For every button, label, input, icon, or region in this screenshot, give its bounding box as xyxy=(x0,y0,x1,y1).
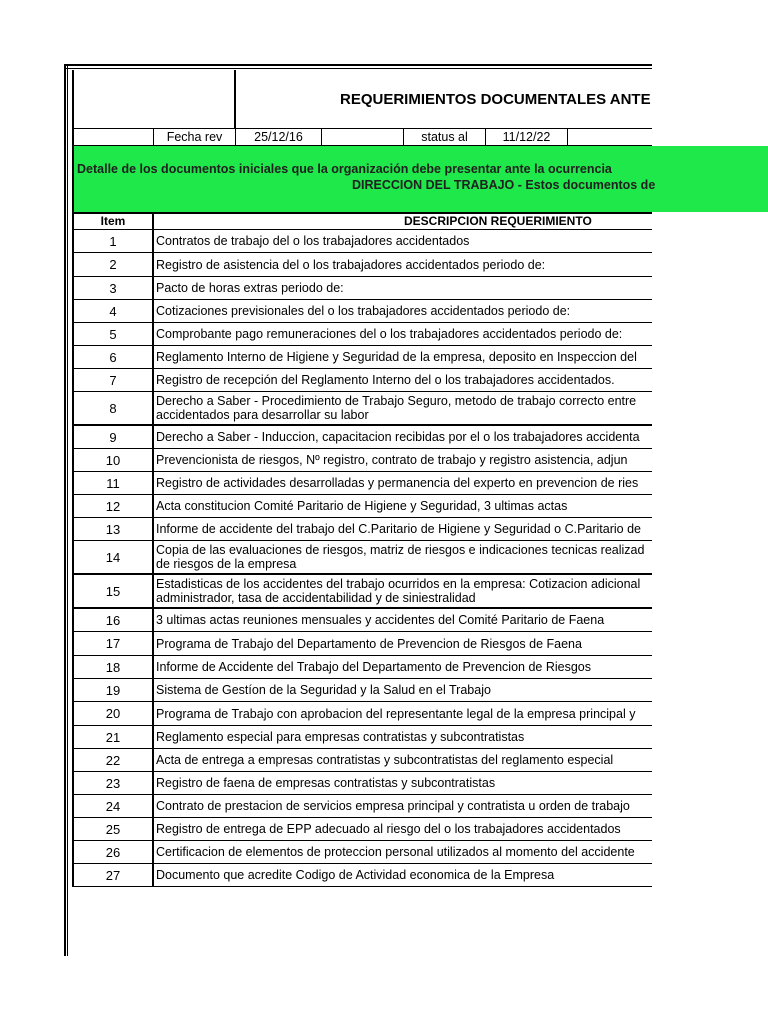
row-description: Registro de entrega de EPP adecuado al riesgo del o los trabajadores accidentados xyxy=(156,822,621,836)
row-item-number: 22 xyxy=(74,749,154,771)
table-row xyxy=(74,656,652,679)
row-description: Documento que acredite Codigo de Actividad economica de la Empresa xyxy=(156,868,555,882)
status-label: status al xyxy=(404,129,486,145)
table-row xyxy=(74,495,652,518)
row-description: Informe de Accidente del Trabajo del Departamento de Prevencion de Riesgos xyxy=(156,660,591,674)
item-column-header: Item xyxy=(74,214,154,230)
table-row xyxy=(74,818,652,841)
row-item-number: 3 xyxy=(74,277,154,299)
row-item-number: 13 xyxy=(74,518,154,540)
row-description: Acta constitucion Comité Paritario de Higiene y Seguridad, 3 ultimas actas xyxy=(156,499,568,513)
row-item-number: 8 xyxy=(74,392,154,424)
row-item-number: 15 xyxy=(74,575,154,607)
rev-date: 25/12/16 xyxy=(236,129,322,145)
table-row xyxy=(74,230,652,253)
row-item-number: 10 xyxy=(74,449,154,471)
row-item-number: 20 xyxy=(74,702,154,725)
row-description: Registro de recepción del Reglamento Interno del o los trabajadores accidentados. xyxy=(156,373,615,387)
banner-line-1: Detalle de los documentos iniciales que la organización debe presentar ante la ocurrencia xyxy=(77,162,612,176)
row-item-number: 19 xyxy=(74,679,154,701)
page-title: REQUERIMIENTOS DOCUMENTALES ANTE xyxy=(340,90,651,108)
table-row xyxy=(74,726,652,749)
row-description: Certificacion de elementos de proteccion personal utilizados al momento del accidente xyxy=(156,845,635,859)
row-description: Acta de entrega a empresas contratistas y subcontratistas del reglamento especial xyxy=(156,753,614,767)
table-row xyxy=(74,472,652,495)
table-row xyxy=(74,346,652,369)
logo-cell xyxy=(74,70,236,128)
row-description: Programa de Trabajo con aprobacion del representante legal de la empresa principal y xyxy=(156,706,636,721)
row-item-number: 12 xyxy=(74,495,154,517)
revision-row xyxy=(72,128,652,146)
row-item-number: 2 xyxy=(74,253,154,276)
row-item-number: 27 xyxy=(74,864,154,886)
row-item-number: 17 xyxy=(74,632,154,655)
table-row xyxy=(74,749,652,772)
info-banner xyxy=(72,146,768,212)
table-row xyxy=(74,864,652,887)
row-description: Reglamento especial para empresas contratistas y subcontratistas xyxy=(156,730,525,744)
row-item-number: 11 xyxy=(74,472,154,494)
row-item-number: 24 xyxy=(74,795,154,817)
row-description: Derecho a Saber - Induccion, capacitacion recibidas por el o los trabajadores accidenta xyxy=(156,430,640,444)
banner-line-2: DIRECCION DEL TRABAJO - Estos documentos de xyxy=(352,178,656,192)
row-description: Contrato de prestacion de servicios empresa principal y contratista u orden de trabajo xyxy=(156,799,630,813)
row-description: Pacto de horas extras periodo de: xyxy=(156,281,344,295)
table-row xyxy=(74,277,652,300)
table-row xyxy=(74,772,652,795)
row-description: Registro de asistencia del o los trabajadores accidentados periodo de: xyxy=(156,257,546,272)
row-description: 3 ultimas actas reuniones mensuales y accidentes del Comité Paritario de Faena xyxy=(156,613,605,627)
table-header xyxy=(72,212,652,230)
table-row xyxy=(74,609,652,632)
table-row xyxy=(74,449,652,472)
row-item-number: 7 xyxy=(74,369,154,391)
row-description: Informe de accidente del trabajo del C.Paritario de Higiene y Seguridad o C.Paritario de xyxy=(156,522,641,536)
row-item-number: 5 xyxy=(74,323,154,345)
table-row xyxy=(74,323,652,346)
row-item-number: 14 xyxy=(74,541,154,573)
row-item-number: 26 xyxy=(74,841,154,863)
row-item-number: 16 xyxy=(74,609,154,631)
empty-cell xyxy=(322,129,404,145)
description-column-header: DESCRIPCION REQUERIMIENTO xyxy=(404,214,592,228)
row-item-number: 25 xyxy=(74,818,154,840)
table-row xyxy=(74,679,652,702)
row-description: Sistema de Gestíon de la Seguridad y la Salud en el Trabajo xyxy=(156,683,491,697)
row-item-number: 4 xyxy=(74,300,154,322)
header-block xyxy=(72,70,652,128)
empty-cell xyxy=(74,129,154,145)
sheet-border-left xyxy=(64,64,68,956)
sheet-border-top xyxy=(64,64,652,69)
row-description: Derecho a Saber - Procedimiento de Trabajo Seguro, metodo de trabajo correcto entre accidentados para desarrollar su labor xyxy=(156,394,637,422)
table-row xyxy=(74,795,652,818)
row-item-number: 1 xyxy=(74,230,154,252)
row-item-number: 21 xyxy=(74,726,154,748)
row-description: Contratos de trabajo del o los trabajadores accidentados xyxy=(156,234,470,248)
row-description: Programa de Trabajo del Departamento de Prevencion de Riesgos de Faena xyxy=(156,636,582,651)
row-description: Comprobante pago remuneraciones del o los trabajadores accidentados periodo de: xyxy=(156,327,623,341)
table-row xyxy=(74,702,652,726)
row-description: Estadisticas de los accidentes del trabajo ocurridos en la empresa: Cotizacion adicional administrador, tasa de accidentabilidad y de siniestralidad xyxy=(156,577,641,605)
row-item-number: 18 xyxy=(74,656,154,678)
row-description: Copia de las evaluaciones de riesgos, matriz de riesgos e indicaciones tecnicas realizad de riesgos de la empresa xyxy=(156,543,645,571)
table-row xyxy=(74,518,652,541)
rev-label: Fecha rev xyxy=(154,129,236,145)
row-description: Prevencionista de riesgos, Nº registro, contrato de trabajo y registro asistencia, adjun xyxy=(156,453,628,467)
table-row xyxy=(74,300,652,323)
row-item-number: 9 xyxy=(74,426,154,448)
row-item-number: 23 xyxy=(74,772,154,794)
table-row xyxy=(74,369,652,392)
row-description: Registro de faena de empresas contratistas y subcontratistas xyxy=(156,776,496,790)
row-description: Cotizaciones previsionales del o los trabajadores accidentados periodo de: xyxy=(156,304,571,318)
status-date: 11/12/22 xyxy=(486,129,568,145)
row-description: Registro de actividades desarrolladas y permanencia del experto en prevencion de ries xyxy=(156,476,639,490)
table-row xyxy=(74,632,652,656)
requirements-table xyxy=(72,230,652,887)
row-description: Reglamento Interno de Higiene y Seguridad de la empresa, deposito en Inspeccion del xyxy=(156,350,637,364)
table-row xyxy=(74,575,652,609)
table-row xyxy=(74,392,652,426)
row-item-number: 6 xyxy=(74,346,154,368)
table-row xyxy=(74,253,652,277)
table-row xyxy=(74,541,652,575)
table-row xyxy=(74,841,652,864)
table-row xyxy=(74,426,652,449)
